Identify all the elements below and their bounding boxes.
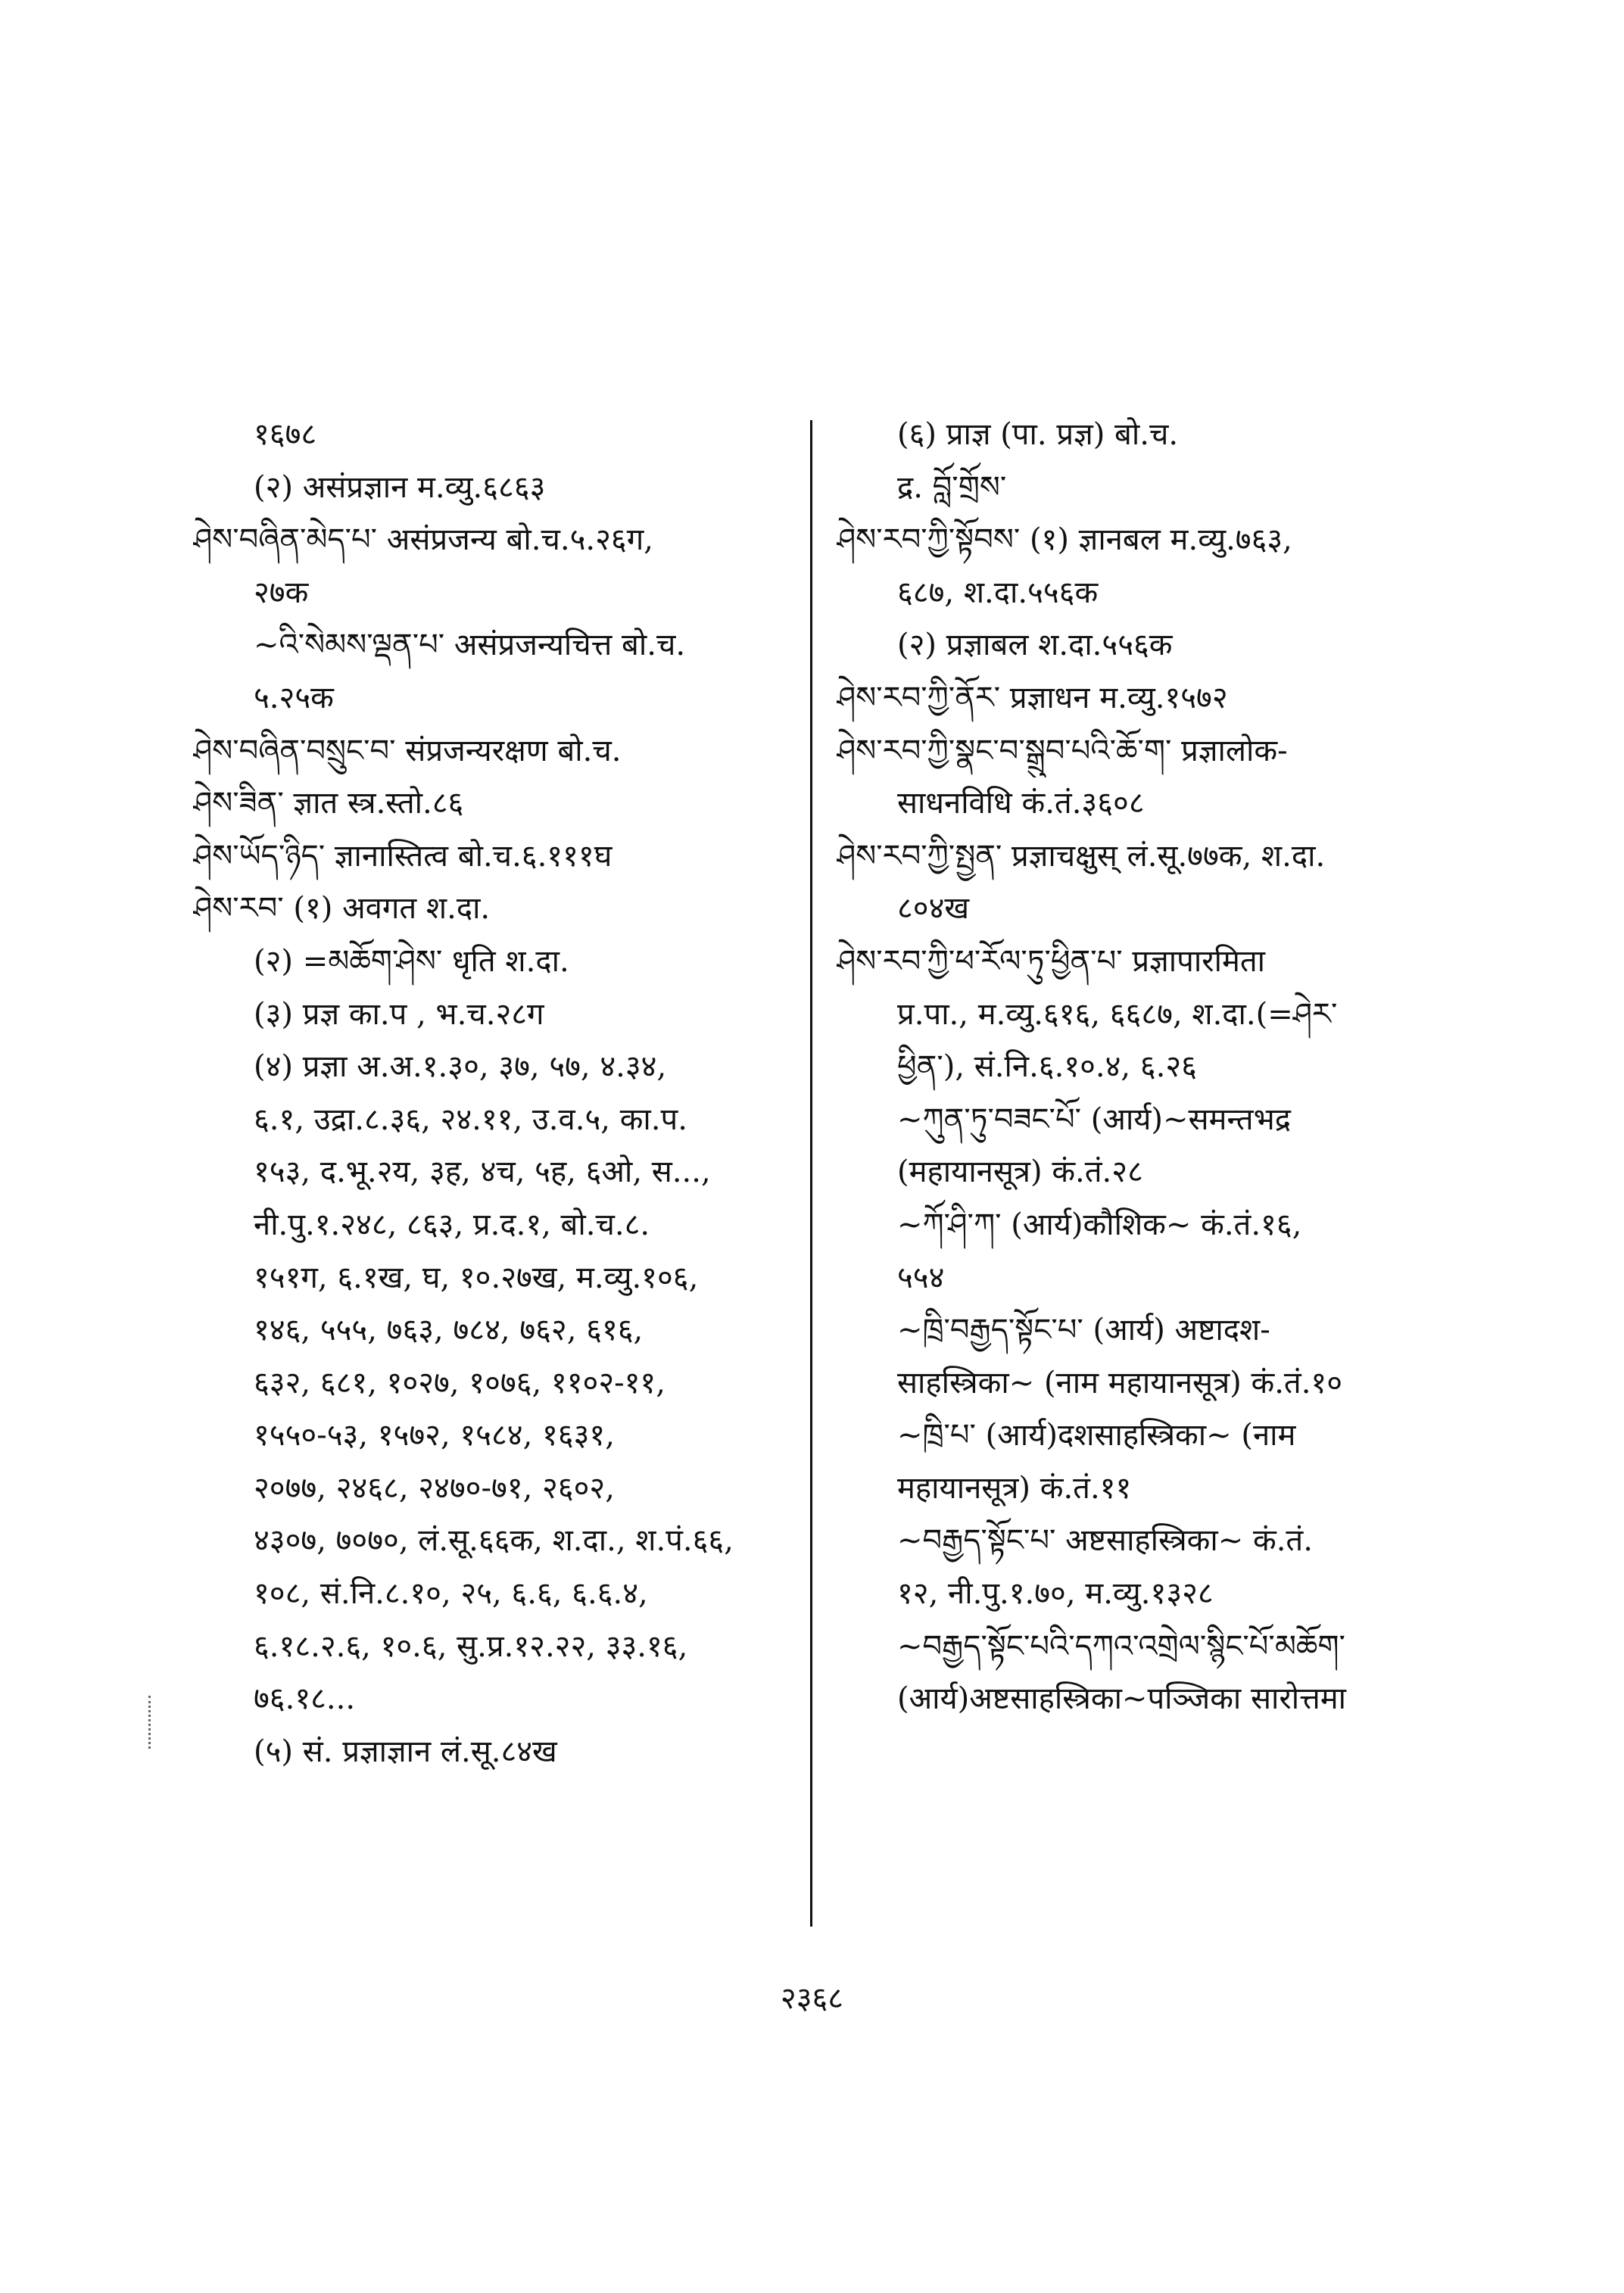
entry-line: १५१ग, ६.१ख, घ, १०.२७ख, म.व्यु.१०६,	[254, 1260, 699, 1295]
entry-line: (महायानसूत्र) कं.तं.२८	[897, 1154, 1143, 1190]
entry-line: ~བརྒྱད་སྟོང་པའི་དཀའ་འགྲེལ་སྙིང་པོ་མཆོག་	[897, 1628, 1345, 1664]
entry-line: (६) प्राज्ञ (पा. प्रज्ञ) बो.च.	[897, 417, 1179, 452]
entry-line: ཤེས་རབ་ཀྱི་ཕ་རོལ་ཏུ་ཕྱིན་པ་ प्रज्ञापारमिता	[837, 943, 1266, 979]
entry-line: ~ཀུན་ཏུ་བཟང་པོ་ (आर्य)~समन्तभद्र	[897, 1101, 1291, 1137]
entry-line: साहस्त्रिका~ (नाम महायानसूत्र) कं.तं.१०	[897, 1365, 1343, 1400]
entry-line: १६७८	[254, 417, 317, 452]
entry-line: १०८, सं.नि.८.१०, २५, ६.६, ६.६.४,	[254, 1576, 648, 1612]
entry-line: ཕྱིན་), सं.नि.६.१०.४, ६.२६	[897, 1049, 1197, 1085]
entry-line: ६.१८.२.६, १०.६, सु.प्र.१२.२२, ३३.१६,	[254, 1628, 688, 1664]
entry-line: ཤེས་རབ་ཀྱི་ནོར་ प्रज्ञाधन म.व्यु.१५७२	[837, 680, 1228, 715]
entry-line: १५५०-५३, १५७२, १५८४, १६३१,	[254, 1418, 615, 1453]
page-number: २३६८	[780, 1981, 844, 2016]
entry-line: महायानसूत्र) कं.तं.११	[897, 1470, 1132, 1506]
entry-line: २०७७, २४६८, २४७०-७१, २६०२,	[254, 1470, 615, 1506]
entry-line: ५५४	[897, 1260, 945, 1295]
entry-line: द्र. བློ་གྲོས་	[897, 469, 1007, 505]
entry-line: ~ཀོ་ཤི་ཀ་ (आर्य)कौशिक~ कं.तं.१६,	[897, 1207, 1302, 1242]
entry-line: (२) प्रज्ञाबल श.दा.५५६क	[897, 628, 1173, 663]
entry-line: (५) सं. प्रज्ञाज्ञान लं.सू.८४ख	[254, 1734, 557, 1769]
entry-line: ཤེས་རབ་ཀྱི་སྤྱན་ प्रज्ञाचक्षुस् लं.सू.७७क, श.दा.	[837, 838, 1326, 874]
entry-line: (२) =མཆོག་ཤེས་ धृति श.दा.	[254, 943, 569, 979]
entry-line: (४) प्रज्ञा अ.अ.१.३०, ३७, ५७, ४.३४,	[254, 1049, 667, 1085]
entry-line: ~འི་སེམས་ལྡན་པ་ असंप्रजन्यचित्त बो.च.	[254, 628, 686, 663]
entry-line: (आर्य)अष्टसाहस्त्रिका~पञ्जिका सारोत्तमा	[897, 1681, 1347, 1717]
entry-line: ५.२५क	[254, 680, 334, 715]
entry-line: २७क	[254, 575, 309, 610]
entry-line: ~ཁྲི་པ་ (आर्य)दशसाहस्त्रिका~ (नाम	[897, 1418, 1296, 1453]
column-divider	[810, 420, 812, 1927]
entry-line: (२) असंप्रज्ञान म.व्यु.६८६३	[254, 469, 546, 505]
entry-line: प्र.पा., म.व्यु.६१६, ६६८७, श.दा.(=ཤེར་	[897, 996, 1338, 1032]
entry-line: ཤེས་ཟིན་ ज्ञात स्त्र.स्तो.८६	[193, 786, 464, 821]
margin-mark	[148, 1696, 157, 1749]
entry-line: ४३०७, ७०७०, लं.सू.६६क, श.दा., श.पं.६६,	[254, 1523, 734, 1559]
right-column	[837, 409, 1450, 1726]
entry-line: ཤེས་ཡོད་ཉིད་ ज्ञानास्तित्व बो.च.६.१११घ	[193, 838, 613, 874]
entry-line: १५३, द.भू.२य, ३ह, ४च, ५ह, ६ओ, स...,	[254, 1154, 711, 1190]
entry-line: ཤེས་རབ་ཀྱི་སྣང་བ་སྒྲུབ་པའི་ཆོ་ག་ प्रज्ञालोक-	[837, 733, 1288, 768]
entry-line: ཤེས་རབ་ (१) अवगत श.दा.	[193, 891, 491, 927]
entry-line: ६.१, उद्रा.८.३६, २४.११, उ.व.५, का.प.	[254, 1101, 687, 1137]
entry-line: १२, नी.पु.१.७०, म.व्यु.१३२८	[897, 1576, 1214, 1612]
entry-line: ཤེས་བཞིན་བསྲུང་བ་ संप्रजन्यरक्षण बो.च.	[193, 733, 622, 768]
entry-line: ७६.१८...	[254, 1681, 356, 1717]
entry-line: ६३२, ६८१, १०२७, १०७६, ११०२-११,	[254, 1365, 665, 1400]
entry-line: ཤེས་བཞིན་མེད་པ་ असंप्रजन्य बो.च.५.२६ग,	[193, 522, 653, 558]
entry-line: नी.पु.१.२४८, ८६३, प्र.द.१, बो.च.८.	[254, 1207, 650, 1242]
entry-line: साधनविधि कं.तं.३६०८	[897, 786, 1145, 821]
entry-line: (३) प्रज्ञ का.प , भ.च.२८ग	[254, 996, 544, 1032]
left-column	[193, 409, 791, 1778]
entry-line: ६८७, श.दा.५५६क	[897, 575, 1099, 610]
entry-line: ཤེས་རབ་ཀྱི་སྟོབས་ (१) ज्ञानबल म.व्यु.७६३,	[837, 522, 1292, 558]
entry-line: ८०४ख	[897, 891, 970, 927]
entry-line: ~བརྒྱད་སྟོང་པ་ अष्टसाहस्त्रिका~ कं.तं.	[897, 1523, 1313, 1559]
entry-line: ~ཁྲི་བརྒྱད་སྟོང་པ་ (आर्य) अष्टादश-	[897, 1313, 1270, 1348]
entry-line: १४६, ५५५, ७६३, ७८४, ७६२, ६१६,	[254, 1313, 644, 1348]
